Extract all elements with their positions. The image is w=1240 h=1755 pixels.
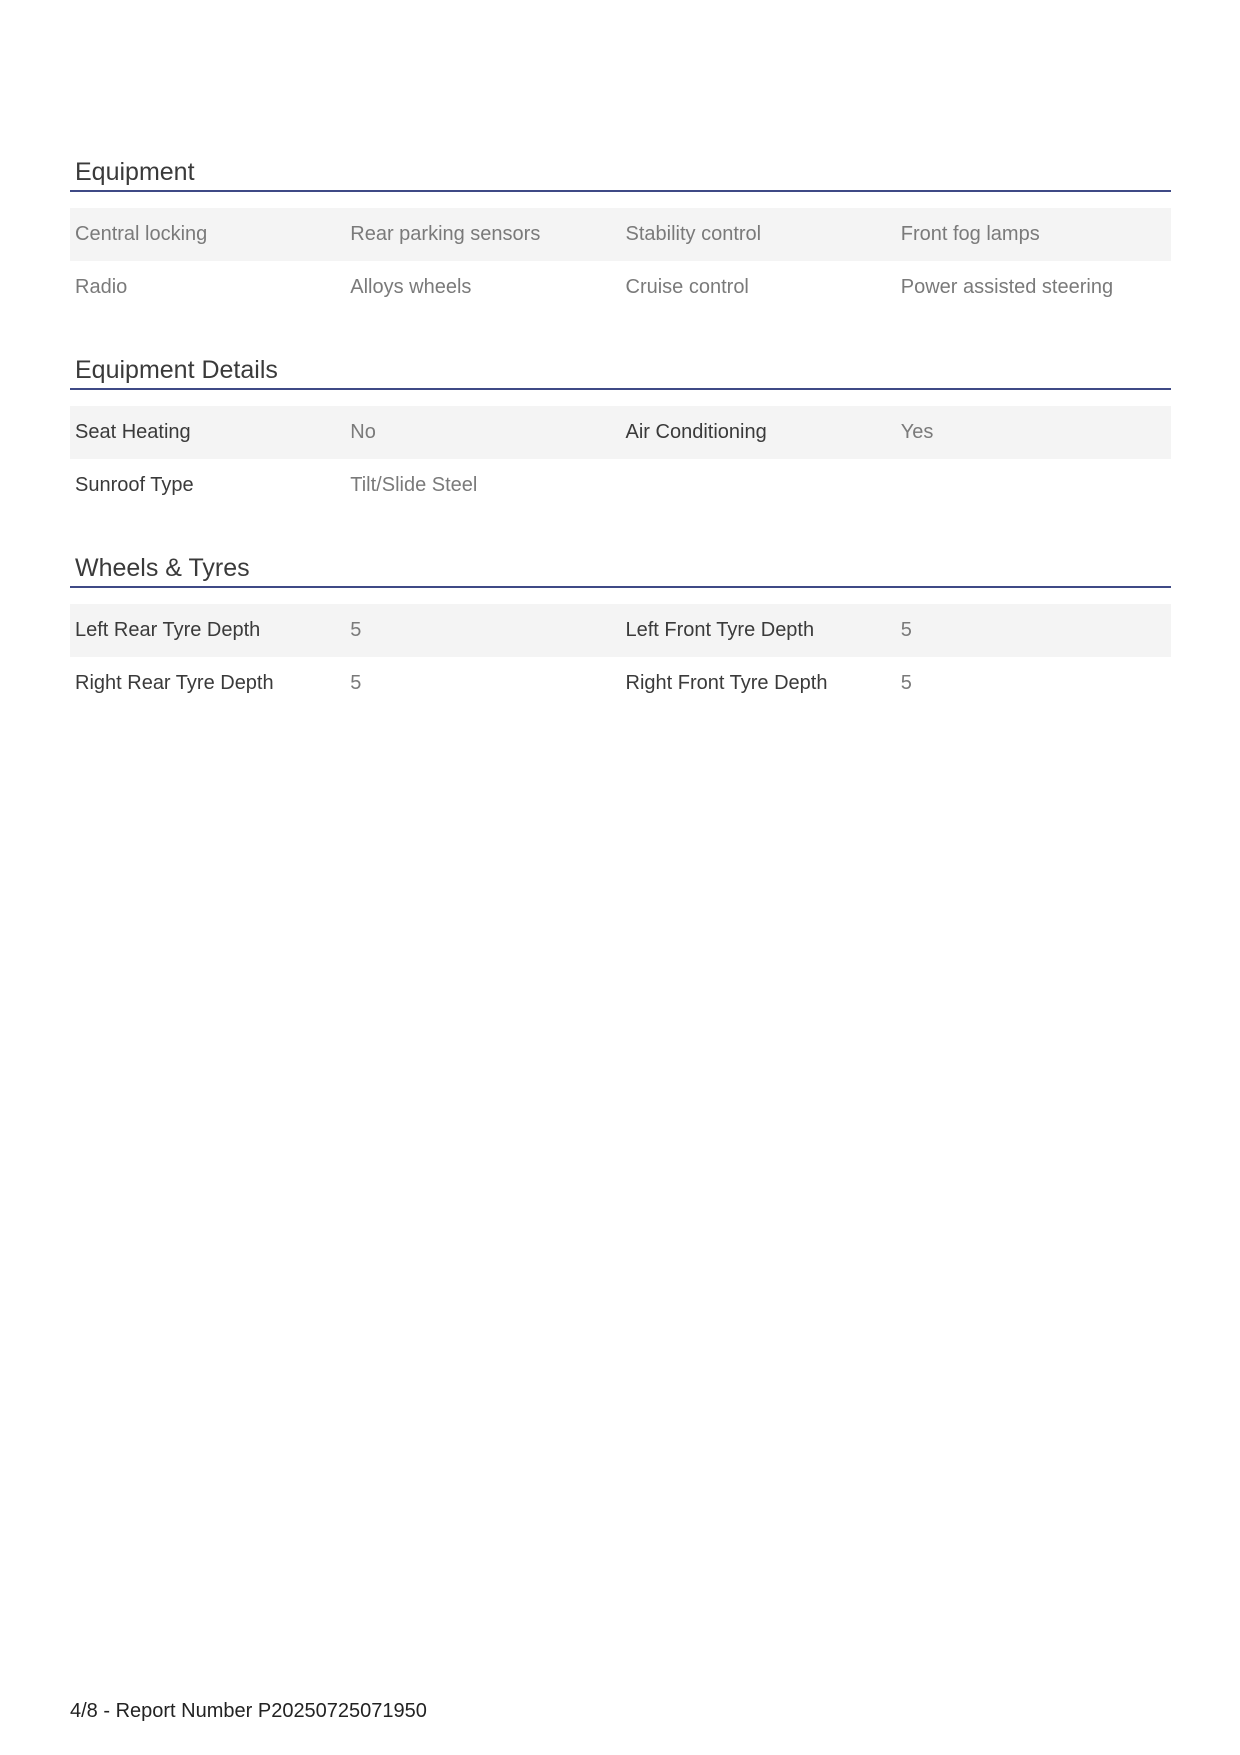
- section-title-equipment: Equipment: [70, 154, 1171, 192]
- field-value: 5: [900, 672, 912, 694]
- equipment-item: Alloys wheels: [350, 276, 472, 298]
- table-row: [70, 657, 1171, 710]
- equipment-item: Radio: [75, 276, 128, 298]
- table-row: [70, 604, 1171, 657]
- field-label: Left Front Tyre Depth: [625, 619, 815, 641]
- table-row: [70, 261, 1171, 314]
- field-value: No: [350, 421, 376, 443]
- page-footer-report-number: 4/8 - Report Number P20250725071950: [70, 1700, 427, 1722]
- table-row: [70, 406, 1171, 459]
- wheels-tyres-section: [70, 550, 1171, 710]
- field-label: Right Front Tyre Depth: [625, 672, 828, 694]
- field-label: Seat Heating: [75, 421, 191, 443]
- field-label: Air Conditioning: [625, 421, 767, 443]
- section-title-equipment-details: Equipment Details: [70, 352, 1171, 390]
- field-label: Right Rear Tyre Depth: [75, 672, 274, 694]
- field-label: Sunroof Type: [75, 474, 194, 496]
- equipment-details-section: [70, 352, 1171, 512]
- table-row: [70, 459, 1171, 512]
- field-value: 5: [350, 619, 362, 641]
- field-value: Yes: [900, 421, 934, 443]
- equipment-item: Central locking: [75, 223, 208, 245]
- equipment-item: Power assisted steering: [900, 276, 1114, 298]
- equipment-item: Stability control: [625, 223, 762, 245]
- table-row: [70, 208, 1171, 261]
- equipment-item: Front fog lamps: [900, 223, 1040, 245]
- field-value: 5: [900, 619, 912, 641]
- equipment-section: [70, 154, 1171, 314]
- field-value: 5: [350, 672, 362, 694]
- equipment-item: Rear parking sensors: [350, 223, 541, 245]
- field-label: Left Rear Tyre Depth: [75, 619, 261, 641]
- section-title-wheels-tyres: Wheels & Tyres: [70, 550, 1171, 588]
- equipment-item: Cruise control: [625, 276, 749, 298]
- field-value: Tilt/Slide Steel: [350, 474, 478, 496]
